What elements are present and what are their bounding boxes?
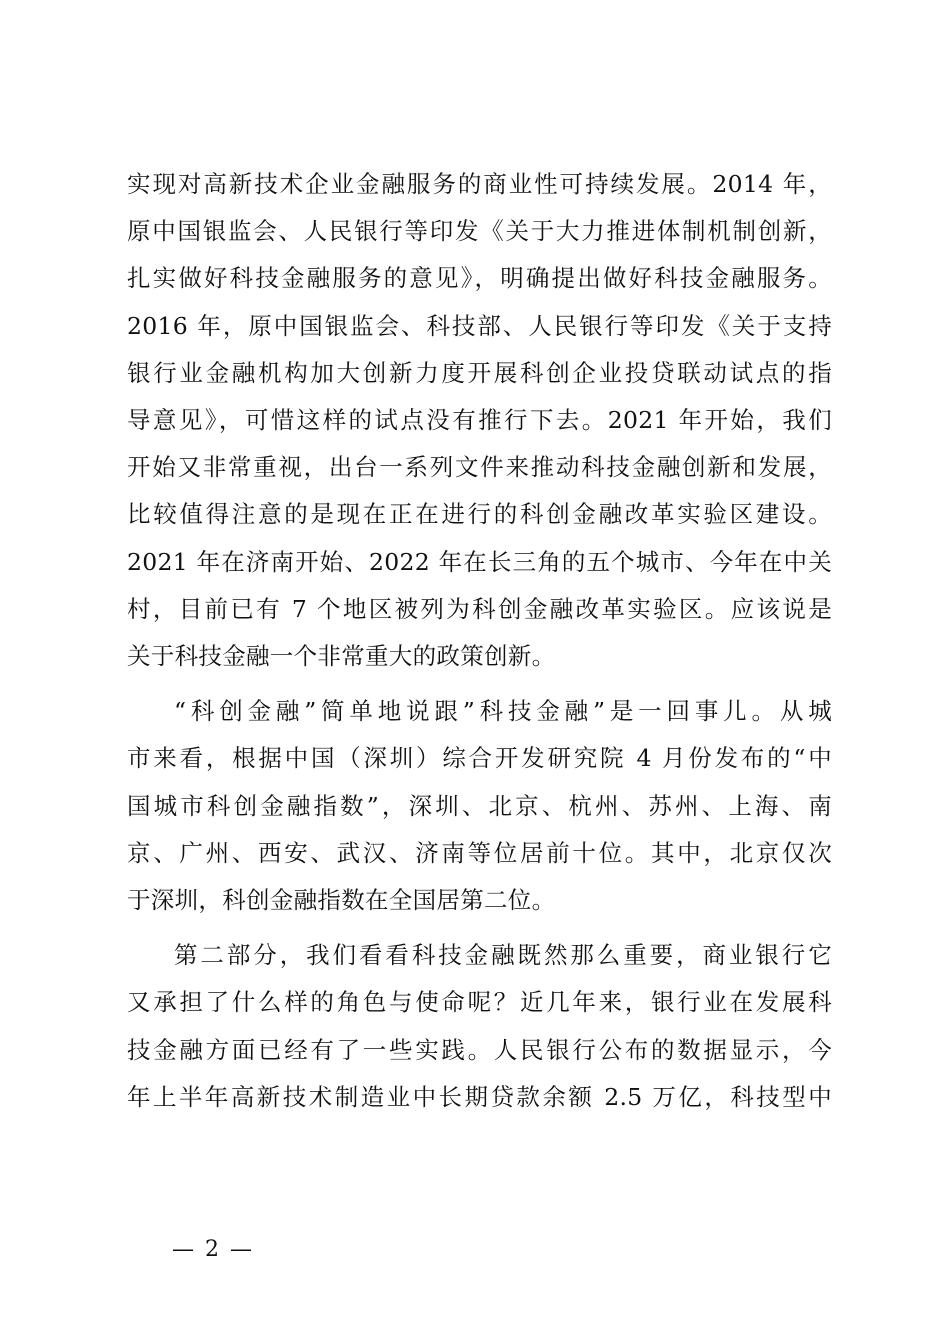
text-line: 村，目前已有 7 个地区被列为科创金融改革实验区。应该说是 [127, 594, 832, 623]
text-line: 年上半年高新技术制造业中长期贷款余额 2.5 万亿，科技型中 [127, 1082, 832, 1111]
page-number: — 2 — [172, 1237, 254, 1262]
paragraph-2 [127, 688, 832, 924]
text-line: “科创金融”简单地说跟”科技金融”是一回事儿。从城 [174, 697, 832, 726]
text-line: 关于科技金融一个非常重大的政策创新。 [127, 642, 556, 671]
text-line: 又承担了什么样的角色与使命呢？近几年来，银行业在发展科 [127, 988, 832, 1017]
text-line: 第二部分，我们看看科技金融既然那么重要，商业银行它 [174, 941, 832, 970]
text-line: 市来看，根据中国（深圳）综合开发研究院 4 月份发布的“中 [127, 744, 832, 773]
text-line: 技金融方面已经有了一些实践。人民银行公布的数据显示，今 [127, 1035, 832, 1064]
text-line: 银行业金融机构加大创新力度开展科创企业投贷联动试点的指 [127, 358, 832, 387]
text-line: 比较值得注意的是现在正在进行的科创金融改革实验区建设。 [127, 500, 832, 529]
text-line: 京、广州、西安、武汉、济南等位居前十位。其中，北京仅次 [127, 838, 832, 867]
text-line: 开始又非常重视，出台一系列文件来推动科技金融创新和发展， [127, 453, 832, 482]
text-line: 国城市科创金融指数”，深圳、北京、杭州、苏州、上海、南 [127, 791, 832, 820]
text-line: 扎实做好科技金融服务的意见》，明确提出做好科技金融服务。 [127, 264, 832, 293]
paragraph-1 [127, 161, 832, 680]
text-line: 实现对高新技术企业金融服务的商业性可持续发展。2014 年， [127, 170, 832, 198]
document-body [127, 161, 832, 1121]
text-line: 于深圳，科创金融指数在全国居第二位。 [127, 886, 556, 915]
text-line: 原中国银监会、人民银行等印发《关于大力推进体制机制创新， [127, 217, 832, 246]
text-line: 2021 年在济南开始、2022 年在长三角的五个城市、今年在中关 [127, 547, 832, 576]
text-line: 2016 年，原中国银监会、科技部、人民银行等印发《关于支持 [127, 311, 832, 340]
text-line: 导意见》，可惜这样的试点没有推行下去。2021 年开始，我们 [127, 406, 832, 435]
paragraph-3 [127, 932, 832, 1121]
